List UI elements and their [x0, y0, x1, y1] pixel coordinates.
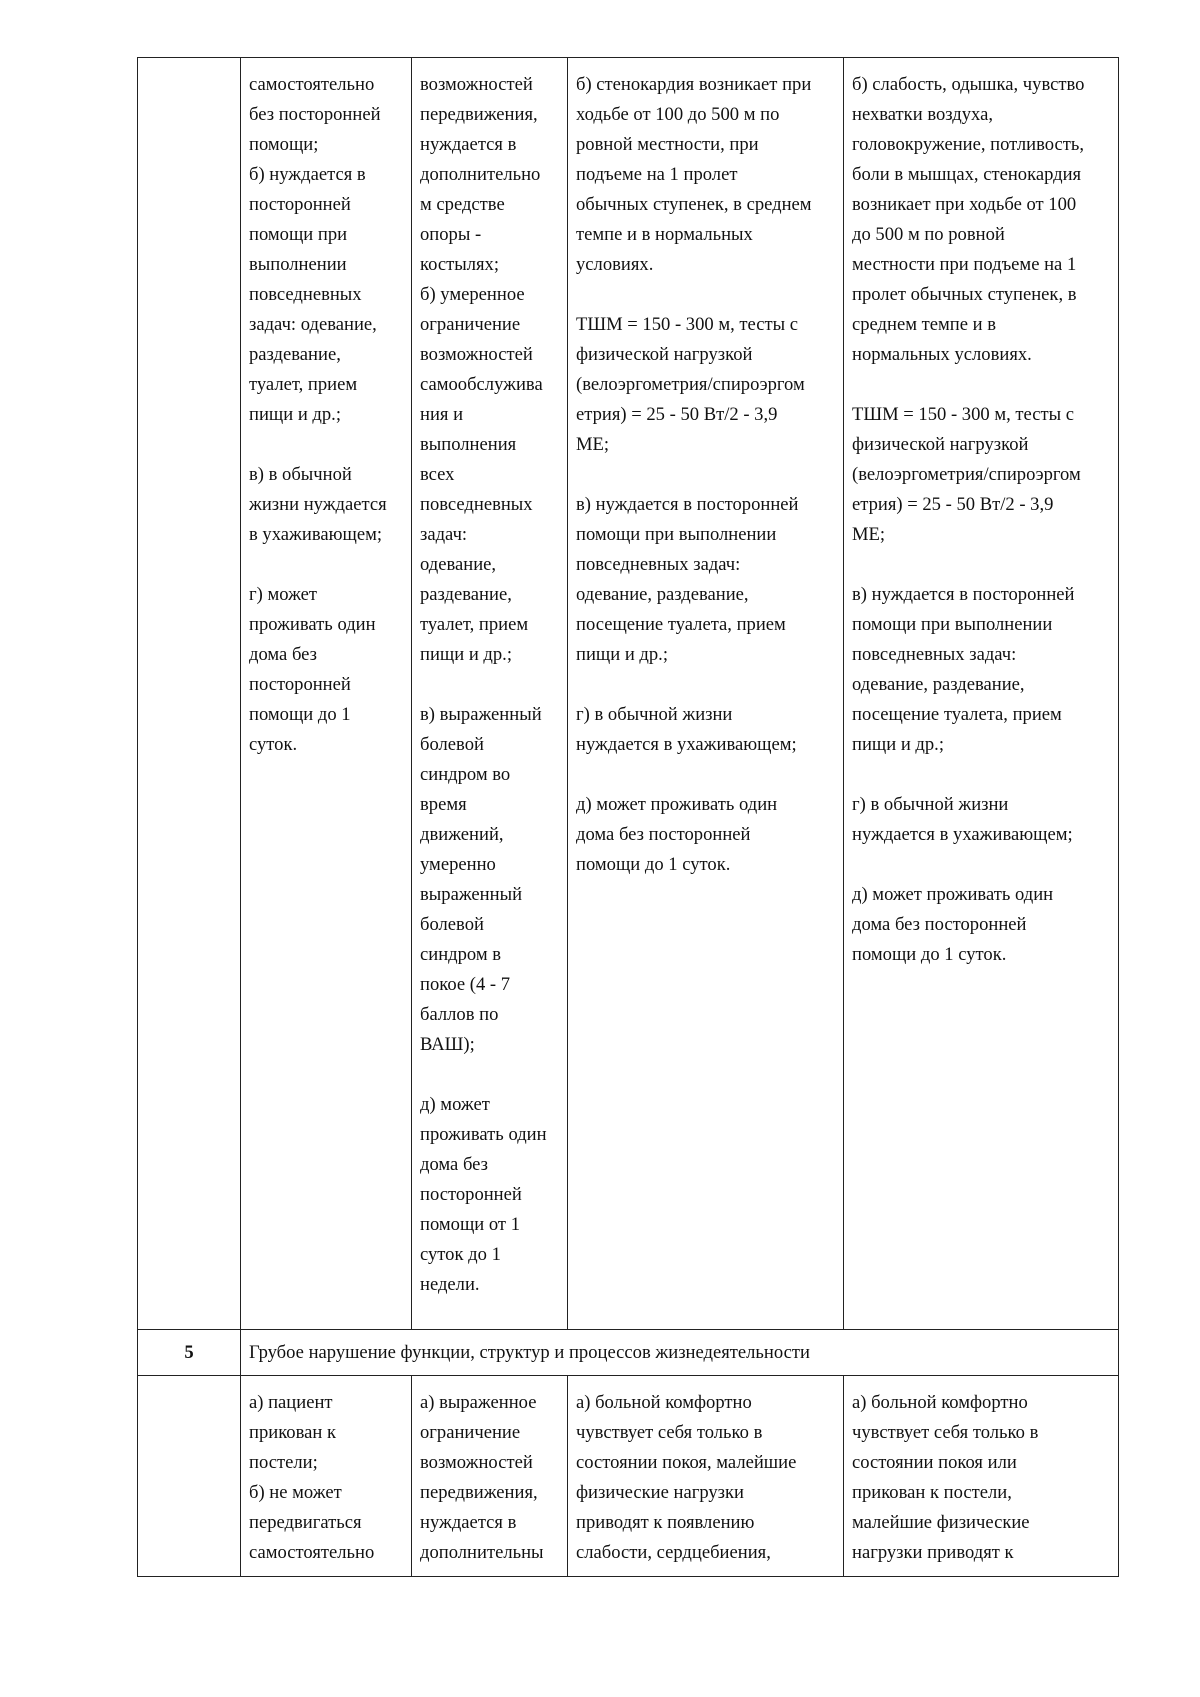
- cell-text: б) стенокардия возникает при ходьбе от 100 до 500 м по ровной местности, при подъеме на 1 пролет обычных ступенек, в среднем темпе и в нормальных условиях. ТШМ = 150 - 300 м, тесты с физической нагрузкой (велоэргометрия/спироэргом етрия) = 25 - 50 Вт/2 - 3,9 МЕ; в) нуждается в посторонней помощи при выполнении повседневных задач: одевание, раздевание, посещение туалета, прием пищи и др.; г) в обычной жизни нуждается в ухаживающем; д) может проживать один дома без посторонней помощи до 1 суток.: [576, 74, 812, 875]
- criteria-cell-general: [844, 58, 1119, 1330]
- criteria-cell-mobility: [241, 58, 412, 1330]
- cell-text: б) слабость, одышка, чувство нехватки воздуха, головокружение, потливость, боли в мышцах, стенокардия возникает при ходьбе от 100 до 500 м по ровной местности при подъеме на 1 пролет обычных ступенек, в среднем темпе и в нормальных условиях. ТШМ = 150 - 300 м, тесты с физической нагрузкой (велоэргометрия/спироэргом етрия) = 25 - 50 Вт/2 - 3,9 МЕ; в) нуждается в посторонней помощи при выполнении повседневных задач: одевание, раздевание, посещение туалета, прием пищи и др.; г) в обычной жизни нуждается в ухаживающем; д) может проживать один дома без посторонней помощи до 1 суток.: [852, 74, 1085, 965]
- cell-text: самостоятельно без посторонней помощи; б) нуждается в посторонней помощи при выполнении повседневных задач: одевание, раздевание, туалет, прием пищи и др.; в) в обычной жизни нуждается в ухаживающем; г) может проживать один дома без посторонней помощи до 1 суток.: [249, 74, 387, 755]
- rehabilitation-criteria-table: [137, 57, 1119, 1577]
- criteria-cell-general: [844, 1376, 1119, 1577]
- section-header-row: [138, 1330, 1119, 1376]
- cell-text: а) больной комфортно чувствует себя только в состоянии покоя, малейшие физические нагрузки приводят к появлению слабости, сердцебиения,: [576, 1392, 797, 1563]
- cell-text: а) выраженное ограничение возможностей передвижения, нуждается в дополнительны: [420, 1392, 544, 1563]
- cell-text: а) пациент прикован к постели; б) не может передвигаться самостоятельно: [249, 1392, 375, 1563]
- criteria-cell-mobility: [241, 1376, 412, 1577]
- criteria-cell-cardiac: [568, 1376, 844, 1577]
- row-number-cell: [138, 1376, 241, 1577]
- section-number: 5: [138, 1330, 241, 1376]
- criteria-cell-cardiac: [568, 58, 844, 1330]
- section-title: Грубое нарушение функции, структур и процессов жизнедеятельности: [241, 1330, 1119, 1376]
- level-five-row: [138, 1376, 1119, 1577]
- cell-text: а) больной комфортно чувствует себя только в состоянии покоя или прикован к постели, малейшие физические нагрузки приводят к: [852, 1392, 1039, 1563]
- cell-text: возможностей передвижения, нуждается в дополнительно м средстве опоры - костылях; б) умеренное ограничение возможностей самообслужива ния и выполнения всех повседневных задач: одевание, раздевание, туалет, прием пищи и др.; в) выраженный болевой синдром во время движений, умеренно выраженный болевой синдром в покое (4 - 7 баллов по ВАШ); д) может проживать один дома без посторонней помощи от 1 суток до 1 недели.: [420, 74, 547, 1295]
- criteria-cell-musculoskeletal: [412, 1376, 568, 1577]
- criteria-cell-musculoskeletal: [412, 58, 568, 1330]
- row-number-cell: [138, 58, 241, 1330]
- continuation-row: [138, 58, 1119, 1330]
